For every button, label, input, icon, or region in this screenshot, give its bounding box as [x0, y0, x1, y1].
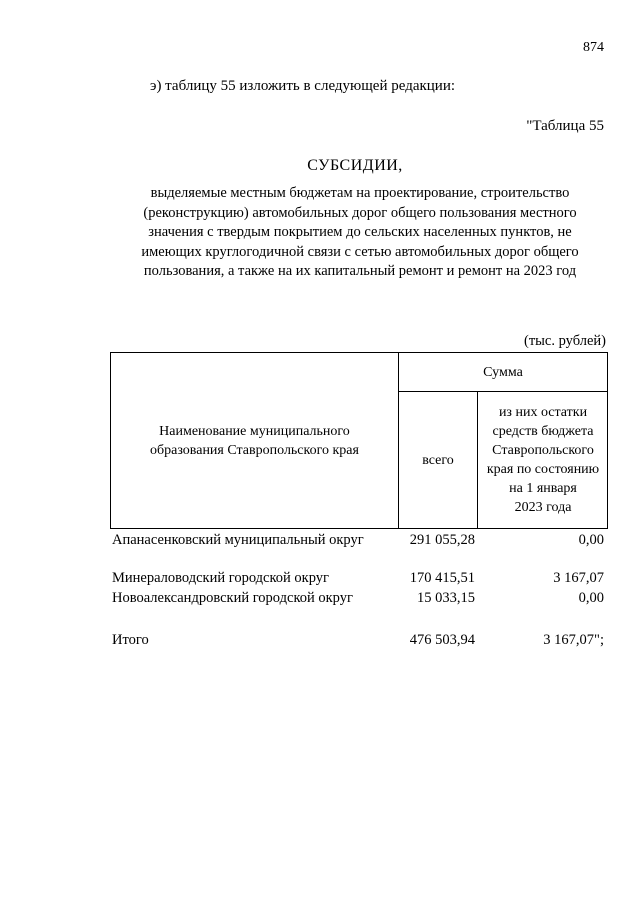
units-label: (тыс. рублей): [524, 333, 606, 349]
total-row-remainder: 3 167,07";: [543, 632, 604, 648]
total-row-name: Итого: [112, 632, 149, 648]
row-remainder: 0,00: [578, 590, 604, 606]
subtitle-line: выделяемые местным бюджетам на проектирование, строительство: [150, 185, 570, 201]
header-remainder-line: 2023 года: [514, 500, 572, 515]
table-row: [112, 590, 608, 610]
row-total: 291 055,28: [409, 532, 475, 548]
header-remainder-cell: [478, 391, 608, 529]
row-remainder: 0,00: [578, 532, 604, 548]
document-title: СУБСИДИИ,: [307, 157, 403, 174]
subtitle-line: значения с твердым покрытием до сельских населенных пунктов, не: [148, 224, 572, 240]
header-remainder-line: Ставропольского: [492, 443, 594, 458]
subtitle-line: (реконструкцию) автомобильных дорог общего пользования местного: [143, 204, 577, 221]
header-name-cell: [110, 352, 399, 529]
row-name: Новоалександровский городской округ: [112, 590, 353, 606]
table-row: [112, 532, 608, 552]
table-label: "Таблица 55: [526, 118, 604, 134]
subtitle-line: пользования, а также на их капитальный ремонт и ремонт на 2023 год: [143, 263, 577, 279]
row-total: 15 033,15: [417, 590, 475, 606]
header-remainder-line: края по состоянию: [486, 462, 600, 477]
table-total-row: [112, 632, 608, 652]
header-remainder-line: на 1 января: [509, 481, 577, 496]
header-remainder-line: средств бюджета: [492, 424, 594, 439]
row-total: 170 415,51: [409, 570, 475, 586]
page-number: 874: [583, 40, 604, 55]
header-sum-cell: Сумма: [483, 364, 523, 380]
header-total-cell: всего: [422, 452, 454, 468]
header-name-line: Наименование муниципального: [159, 423, 350, 439]
document-subtitle: [110, 184, 610, 282]
row-name: Апанасенковский муниципальный округ: [112, 532, 364, 548]
row-name: Минераловодский городской округ: [112, 570, 329, 586]
header-name-line: образования Ставропольского края: [150, 442, 359, 458]
total-row-total: 476 503,94: [409, 632, 475, 648]
row-remainder: 3 167,07: [553, 570, 604, 586]
table-row: [112, 570, 608, 590]
header-remainder-line: из них остатки: [498, 405, 588, 420]
intro-text: э) таблицу 55 изложить в следующей редакции:: [150, 78, 456, 94]
subtitle-line: имеющих круглогодичной связи с сетью автомобильных дорог общего: [141, 243, 579, 260]
